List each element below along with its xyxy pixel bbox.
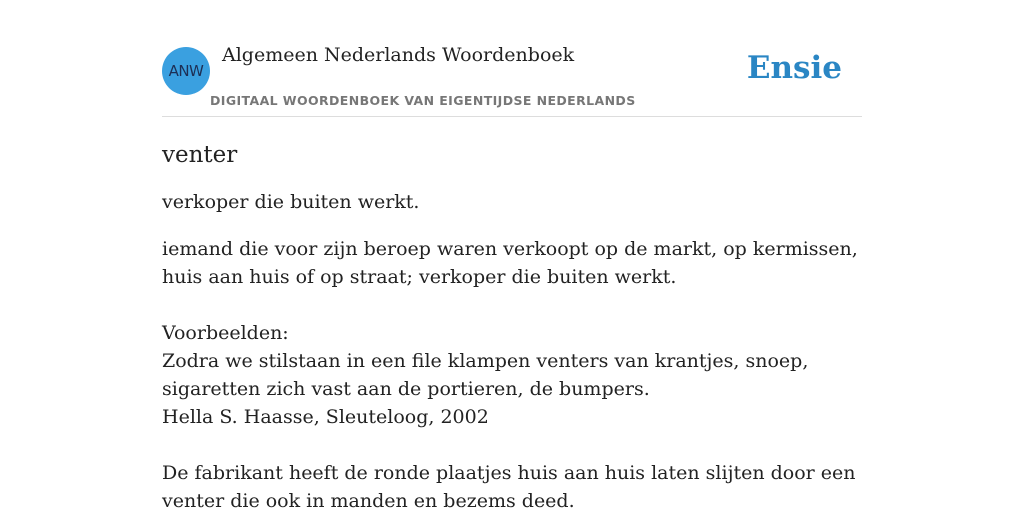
site-header: [162, 0, 862, 117]
example-source: Hella S. Haasse, Sleuteloog, 2002: [162, 406, 489, 428]
ensie-brand-link[interactable]: Ensie: [746, 50, 842, 86]
definition: iemand die voor zijn beroep waren verkoopt op de markt, op kermissen, huis aan huis of op straat; verkoper die buiten werkt.: [162, 238, 858, 288]
example-block: [162, 319, 862, 431]
headword: venter: [162, 142, 238, 168]
examples-section: [162, 319, 862, 512]
example-text: Zodra we stilstaan in een file klampen venters van krantjes, snoep, sigaretten zich vast aan de portieren, de bumpers.: [162, 350, 809, 400]
short-definition: verkoper die buiten werkt.: [162, 191, 420, 213]
entry-content: [162, 138, 862, 512]
examples-label: Voorbeelden:: [162, 322, 289, 344]
site-subtitle: DIGITAAL WOORDENBOEK VAN EIGENTIJDSE NEDERLANDS: [210, 93, 636, 108]
example-text: De fabrikant heeft de ronde plaatjes huis aan huis laten slijten door een venter die ook in manden en bezems deed.: [162, 462, 856, 512]
site-title[interactable]: Algemeen Nederlands Woordenboek: [222, 44, 575, 66]
anw-logo[interactable]: ANW: [162, 47, 210, 95]
example-block: [162, 459, 862, 512]
